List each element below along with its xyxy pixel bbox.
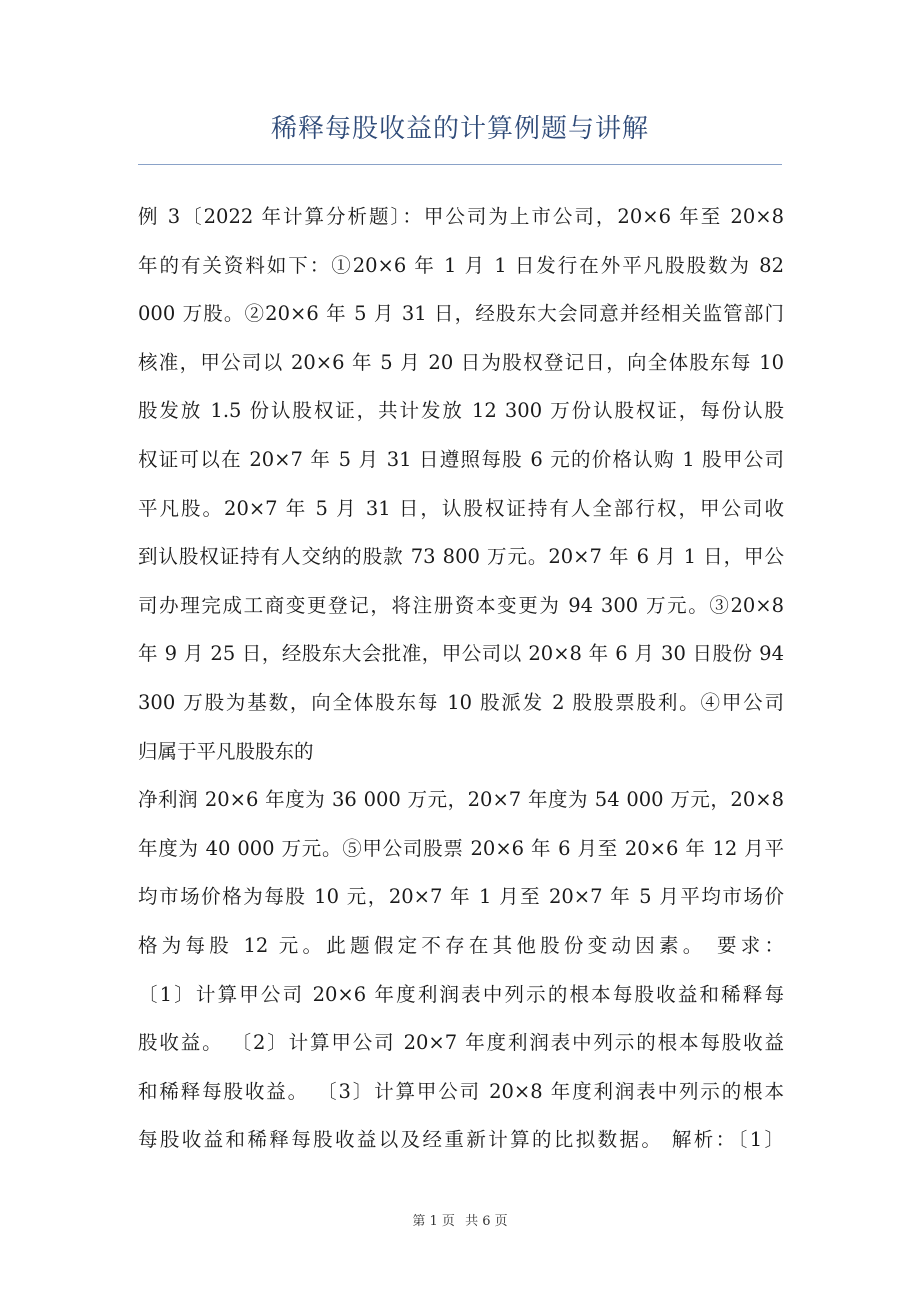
body-line: 〔1〕计算甲公司 20×6 年度利润表中列示的根本每股收益和稀释每 [138, 982, 784, 1006]
body-line: 权证可以在 20×7 年 5 月 31 日遵照每股 6 元的价格认购 1 股甲公司 [138, 447, 784, 471]
page-footer [0, 1210, 920, 1229]
document-title: 稀释每股收益的计算例题与讲解 [270, 114, 649, 144]
body-line: 年度为 40 000 万元。⑤甲公司股票 20×6 年 6 月至 20×6 年 12 月平 [138, 836, 784, 860]
body-line: 年 9 月 25 日，经股东大会批准，甲公司以 20×8 年 6 月 30 日股份 94 [138, 642, 784, 666]
body-line: 每股收益和稀释每股收益以及经重新计算的比拟数据。 解析：〔1〕 [138, 1128, 784, 1152]
body-line: 平凡股。20×7 年 5 月 31 日，认股权证持有人全部行权，甲公司收 [138, 496, 784, 520]
body-line: 格为每股 12 元。此题假定不存在其他股份变动因素。 要求： [138, 933, 784, 957]
body-line: 均市场价格为每股 10 元，20×7 年 1 月至 20×7 年 5 月平均市场价 [138, 885, 784, 909]
body-line: 和稀释每股收益。 〔3〕计算甲公司 20×8 年度利润表中列示的根本 [138, 1079, 784, 1103]
body-line: 到认股权证持有人交纳的股款 73 800 万元。20×7 年 6 月 1 日，甲公 [138, 545, 784, 569]
page-number: 第 1 页 [412, 1214, 455, 1229]
page-total: 共 6 页 [465, 1214, 508, 1229]
body-line: 000 万股。②20×6 年 5 月 31 日，经股东大会同意并经相关监管部门 [138, 302, 784, 326]
body-line: 年的有关资料如下：①20×6 年 1 月 1 日发行在外平凡股股数为 82 [138, 253, 784, 277]
document-body [138, 193, 784, 1165]
body-line: 例 3〔2022 年计算分析题〕：甲公司为上市公司，20×6 年至 20×8 [138, 205, 784, 228]
title-divider [138, 164, 782, 165]
body-line: 司办理完成工商变更登记，将注册资本变更为 94 300 万元。③20×8 [138, 593, 784, 617]
body-line: 股收益。 〔2〕计算甲公司 20×7 年度利润表中列示的根本每股收益 [138, 1031, 784, 1055]
body-line: 核准，甲公司以 20×6 年 5 月 20 日为股权登记日，向全体股东每 10 [138, 350, 784, 374]
body-line: 净利润 20×6 年度为 36 000 万元，20×7 年度为 54 000 万元，20×8 [138, 788, 784, 812]
body-line: 归属于平凡股股东的 [138, 739, 314, 763]
body-line: 300 万股为基数，向全体股东每 10 股派发 2 股股票股利。④甲公司 [138, 690, 784, 714]
body-line: 股发放 1.5 份认股权证，共计发放 12 300 万份认股权证，每份认股 [138, 399, 784, 423]
